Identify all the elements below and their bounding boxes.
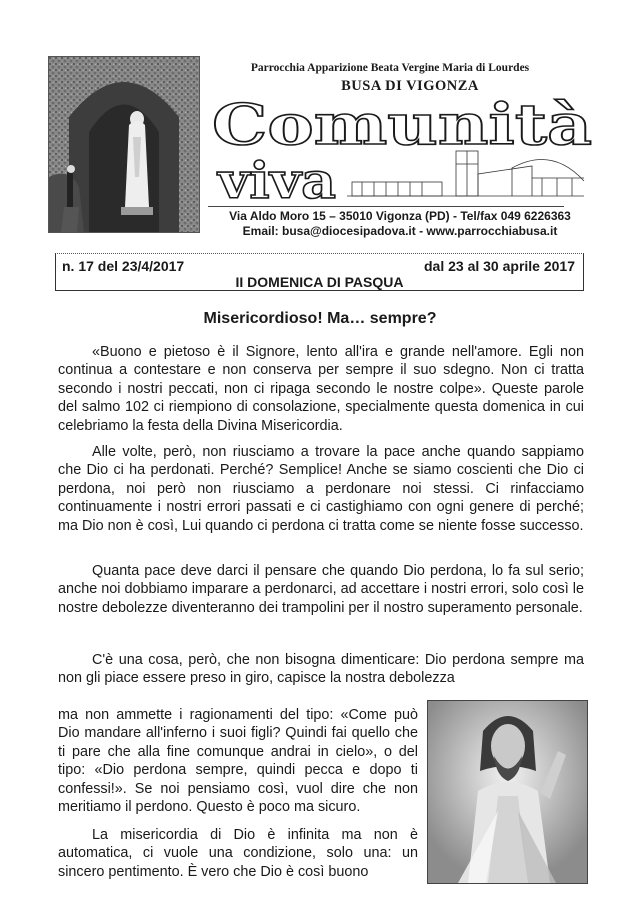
paragraph-3: Quanta pace deve darci il pensare che quando Dio perdona, lo fa sul serio; anche noi dobbiamo imparare a perdonarci, ad accettare i nostri errori, solo così le nostre debolezze diventeranno dei trampolini per il nostro superamento personale. bbox=[58, 563, 584, 616]
issue-dates: dal 23 al 30 aprile 2017 bbox=[424, 258, 575, 274]
paragraph-4-continued: ma non ammette i ragionamenti del tipo: «Come può Dio mandare all'inferno i suoi figli? Quindi fai quello che ti pare che alla fine comunque andrai in cielo», o del tipo: «Dio perdona sempre, quindi pecca e dopo ti confessi!». Se noi pensiamo così, vuol dire che non meritiamo il perdono. Questo è poco ma sicuro. bbox=[58, 707, 418, 816]
divine-mercy-image bbox=[427, 700, 588, 884]
parish-name: Parrocchia Apparizione Beata Vergine Maria di Lourdes bbox=[250, 62, 530, 74]
paragraph-5: La misericordia di Dio è infinita ma non è automatica, ci vuole una condizione, solo una: un sincero pentimento. È vero che Dio è così buono bbox=[58, 827, 418, 880]
issue-number: n. 17 del 23/4/2017 bbox=[62, 258, 185, 274]
paragraph-2: Alle volte, però, non riusciamo a trovare la pace anche quando sappiamo che Dio ci ha perdonati. Perché? Semplice! Anche se siamo coscienti che Dio ci perdona, noi però non riusciamo a perdonare noi stessi. Ci rinfacciamo continuamente i nostri errori passati e ci castighiamo con ogni genere di perché; ma Dio non è così, Lui quando ci perdona ci tratta come se niente fosse successo. bbox=[58, 444, 584, 534]
email-line: Email: busa@diocesipadova.it - www.parrocchiabusa.it bbox=[242, 224, 558, 238]
town-name: BUSA DI VIGONZA bbox=[341, 78, 479, 94]
masthead-title-line2: viva bbox=[216, 151, 336, 206]
issue-box bbox=[55, 253, 584, 291]
paragraph-4: C'è una cosa, però, che non bisogna dimenticare: Dio perdona sempre ma non gli piace essere preso in giro, capisce la nostra debolezza bbox=[58, 652, 584, 687]
paragraph-1: «Buono e pietoso è il Signore, lento all'ira e grande nell'amore. Egli non continua a contestare e non conserva per sempre il suo sdegno. Non ci tratta secondo i nostri peccati, non ci ripaga secondo le nostre colpe». Queste parole del salmo 102 ci riempiono di consolazione, specialmente questa domenica in cui celebriamo la festa della Divina Misericordia. bbox=[58, 344, 584, 434]
masthead-title bbox=[212, 86, 592, 206]
article-title: Misericordioso! Ma… sempre? bbox=[203, 310, 437, 327]
header-divider bbox=[208, 206, 564, 207]
contact-block bbox=[220, 209, 580, 239]
masthead-title-line1: Comunità bbox=[212, 92, 592, 158]
liturgical-sunday: II DOMENICA DI PASQUA bbox=[235, 274, 404, 290]
grotto-photo bbox=[48, 56, 200, 233]
address-line: Via Aldo Moro 15 – 35010 Vigonza (PD) - Tel/fax 049 6226363 bbox=[229, 209, 571, 223]
